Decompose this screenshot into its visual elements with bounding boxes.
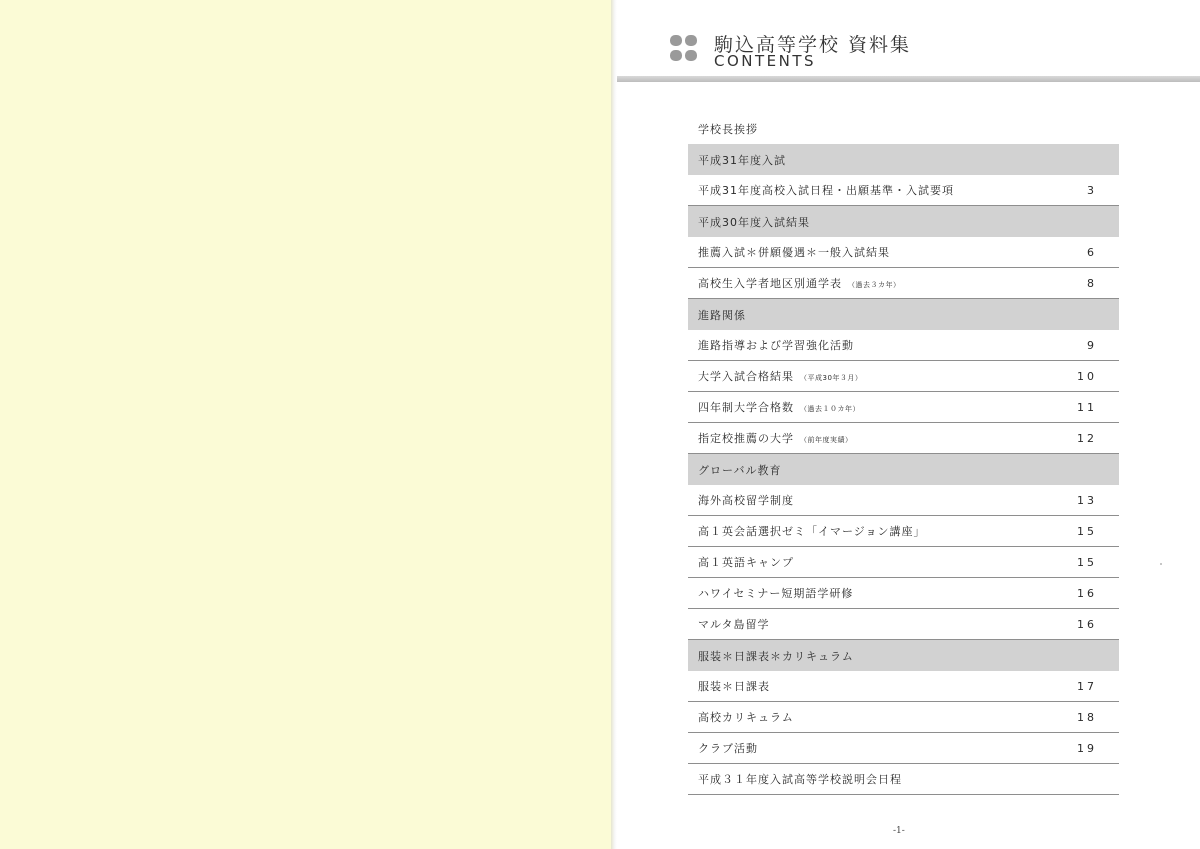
toc-entry [688,609,1119,640]
toc-entry [688,578,1119,609]
toc-entry-title: 推薦入試＊併願優遇＊一般入試結果 [698,246,890,259]
toc-entry-note: （過去３カ年） [848,281,901,289]
toc-entry-title: クラブ活動 [698,742,758,755]
toc-entry-label [698,554,1077,570]
toc-section-header [688,144,1119,175]
toc-section-label: 服装＊日課表＊カリキュラム [698,649,854,663]
toc-entry-page-number: 18 [1077,710,1097,724]
toc-entry-title: 平成31年度高校入試日程・出願基準・入試要項 [698,184,954,197]
toc-entry [688,330,1119,361]
toc-entry-page-number: 17 [1077,679,1097,693]
toc-entry [688,113,1119,144]
toc-entry-title: 海外高校留学制度 [698,494,794,507]
toc-entry [688,764,1119,795]
toc-entry-page-number: 9 [1087,338,1097,352]
toc-entry-page-number: 19 [1077,741,1097,755]
table-of-contents [688,113,1119,795]
toc-entry-label [698,492,1077,508]
toc-entry-label [698,585,1077,601]
toc-entry-label [698,616,1077,632]
toc-entry-title: 指定校推薦の大学 [698,432,794,445]
toc-entry [688,733,1119,764]
toc-section-label: 平成30年度入試結果 [698,215,810,229]
toc-entry-title: 学校長挨拶 [698,122,758,136]
scan-speck [1160,563,1162,565]
four-dot-logo-icon [670,35,698,63]
toc-section-header [688,454,1119,485]
toc-entry-label [698,275,1087,291]
toc-entry-page-number: 3 [1087,183,1097,197]
toc-entry-page-number: 10 [1077,369,1097,383]
toc-entry [688,516,1119,547]
toc-entry-label [698,368,1077,384]
toc-entry-title: 高校カリキュラム [698,711,794,724]
toc-entry-page-number: 16 [1077,586,1097,600]
toc-entry-label [698,771,1097,787]
toc-section-label: グローバル教育 [698,463,782,477]
toc-entry [688,547,1119,578]
document-title: 駒込高等学校 資料集 [714,34,912,56]
toc-entry-label [698,182,1087,198]
toc-entry-title: 高校生入学者地区別通学表 [698,277,842,290]
toc-entry-label [698,678,1077,694]
toc-entry-page-number: 15 [1077,524,1097,538]
toc-entry [688,423,1119,454]
toc-entry-page-number: 8 [1087,276,1097,290]
toc-entry [688,175,1119,206]
toc-entry-note: （平成30年３月） [800,374,863,382]
toc-entry-title: 大学入試合格結果 [698,370,794,383]
toc-entry-label [698,709,1077,725]
toc-entry-label [698,337,1087,353]
toc-entry-page-number: 6 [1087,245,1097,259]
contents-heading: CONTENTS [714,52,817,70]
toc-entry-title: 四年制大学合格数 [698,401,794,414]
toc-entry-title: 高１英会話選択ゼミ「イマージョン講座」 [698,525,926,538]
toc-entry [688,671,1119,702]
toc-entry-page-number: 11 [1077,400,1097,414]
toc-entry [688,702,1119,733]
toc-section-header [688,640,1119,671]
toc-section-header [688,206,1119,237]
toc-entry-page-number: 15 [1077,555,1097,569]
page-number: -1- [893,826,905,836]
toc-section-label: 平成31年度入試 [698,153,786,167]
toc-entry-note: （過去１０カ年） [800,405,860,413]
toc-entry-label [698,740,1077,756]
toc-entry-label [698,244,1087,260]
toc-entry [688,392,1119,423]
toc-entry-page-number: 16 [1077,617,1097,631]
toc-entry-title: 服装＊日課表 [698,680,770,693]
toc-entry-label [698,523,1077,539]
toc-entry-label [698,430,1077,446]
toc-entry-note: （前年度実績） [800,436,853,444]
toc-entry-title: 高１英語キャンプ [698,556,794,569]
toc-entry-title: 進路指導および学習強化活動 [698,339,854,352]
toc-entry-page-number: 12 [1077,431,1097,445]
toc-entry [688,237,1119,268]
toc-section-header [688,299,1119,330]
toc-entry-title: 平成３１年度入試高等学校説明会日程 [698,773,902,786]
toc-entry-title: ハワイセミナー短期語学研修 [698,587,854,600]
toc-entry-title: マルタ島留学 [698,618,770,631]
toc-entry-label [698,121,1097,137]
toc-entry [688,485,1119,516]
toc-entry [688,268,1119,299]
header-divider [617,76,1200,82]
toc-entry-page-number: 13 [1077,493,1097,507]
toc-entry [688,361,1119,392]
toc-entry-label [698,399,1077,415]
toc-section-label: 進路関係 [698,308,746,322]
